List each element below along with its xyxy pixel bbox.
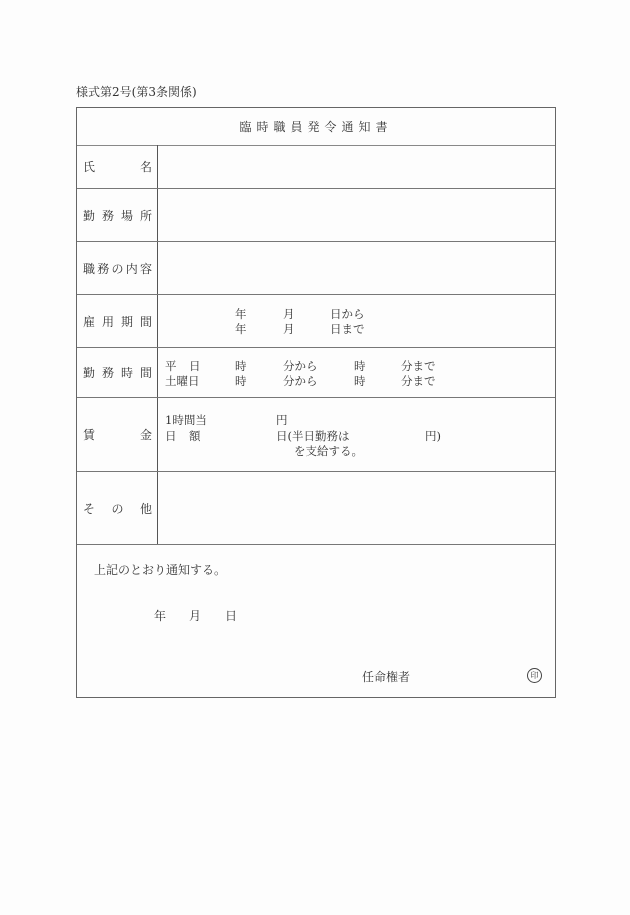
daily-unit: 日(半日勤務は bbox=[276, 429, 350, 443]
workplace-field[interactable] bbox=[158, 189, 555, 241]
notice-date-day: 日 bbox=[225, 609, 238, 623]
label-duties bbox=[77, 242, 158, 294]
half-day-unit: 円) bbox=[425, 429, 441, 443]
label-other bbox=[77, 472, 158, 544]
duties-field[interactable] bbox=[158, 242, 555, 294]
notification-form bbox=[76, 107, 556, 698]
hourly-label: 1時間当 bbox=[165, 413, 207, 427]
period-start-month: 月 bbox=[283, 307, 295, 321]
notice-date-year: 年 bbox=[154, 609, 167, 623]
row-working-hours bbox=[77, 348, 555, 398]
wages-field[interactable] bbox=[158, 398, 555, 471]
label-char: 間 bbox=[139, 366, 152, 380]
weekday-min-from: 分から bbox=[283, 359, 318, 373]
form-title: 臨時職員発令通知書 bbox=[77, 108, 555, 146]
other-field[interactable] bbox=[158, 472, 555, 544]
label-char: 務 bbox=[97, 261, 110, 276]
working-hours-field[interactable] bbox=[158, 348, 555, 397]
label-char: 場 bbox=[120, 208, 133, 223]
label-char: 賃 bbox=[83, 428, 96, 442]
label-working-hours bbox=[77, 348, 158, 397]
label-char: 他 bbox=[139, 501, 152, 516]
period-end-day: 日まで bbox=[330, 322, 365, 336]
label-char: そ bbox=[83, 501, 96, 516]
row-employment-period bbox=[77, 295, 555, 348]
label-name bbox=[77, 145, 158, 188]
period-start-day: 日から bbox=[330, 307, 365, 321]
notice-text: 上記のとおり通知する。 bbox=[94, 563, 227, 577]
label-char: の bbox=[111, 261, 124, 276]
label-char: 氏 bbox=[83, 160, 96, 174]
saturday-label: 土曜日 bbox=[165, 374, 200, 388]
row-other bbox=[77, 472, 555, 545]
label-char: 時 bbox=[120, 366, 133, 380]
label-char: 容 bbox=[139, 261, 152, 276]
daily-label-a: 日 bbox=[165, 429, 177, 443]
name-field[interactable] bbox=[158, 145, 555, 188]
period-end-year: 年 bbox=[235, 322, 247, 336]
label-char: 用 bbox=[101, 314, 114, 329]
label-char: 勤 bbox=[83, 208, 96, 223]
weekday-label-b: 日 bbox=[189, 359, 201, 373]
notice-date-month: 月 bbox=[189, 609, 202, 623]
seal-icon: 印 bbox=[527, 668, 542, 683]
label-char: 勤 bbox=[83, 366, 96, 380]
label-char: 間 bbox=[139, 314, 152, 329]
label-workplace bbox=[77, 189, 158, 241]
payment-text: を支給する。 bbox=[294, 444, 363, 458]
weekday-hour-from: 時 bbox=[235, 359, 247, 373]
label-char: 職 bbox=[83, 261, 96, 276]
period-end-month: 月 bbox=[283, 322, 295, 336]
daily-label-b: 額 bbox=[189, 429, 201, 443]
weekday-hour-to: 時 bbox=[354, 359, 366, 373]
label-char: 雇 bbox=[83, 314, 96, 329]
label-char: の bbox=[111, 501, 124, 516]
weekday-min-to: 分まで bbox=[401, 359, 436, 373]
row-name bbox=[77, 145, 555, 189]
period-start-year: 年 bbox=[235, 307, 247, 321]
notice-footer bbox=[77, 545, 555, 698]
saturday-min-from: 分から bbox=[283, 374, 318, 388]
label-char: 期 bbox=[120, 314, 133, 329]
appointer-label: 任命権者 bbox=[362, 670, 411, 684]
employment-period-field[interactable] bbox=[158, 295, 555, 347]
label-char: 所 bbox=[139, 208, 152, 223]
saturday-hour-from: 時 bbox=[235, 374, 247, 388]
form-number: 様式第2号(第3条関係) bbox=[76, 85, 197, 99]
row-wages bbox=[77, 398, 555, 472]
label-char: 金 bbox=[139, 428, 152, 442]
label-char: 名 bbox=[139, 160, 152, 174]
row-workplace bbox=[77, 189, 555, 242]
label-char: 務 bbox=[101, 208, 114, 223]
row-duties bbox=[77, 242, 555, 295]
hourly-unit: 円 bbox=[276, 413, 288, 427]
label-char: 内 bbox=[125, 261, 138, 276]
label-wages bbox=[77, 398, 158, 471]
label-employment-period bbox=[77, 295, 158, 347]
saturday-hour-to: 時 bbox=[354, 374, 366, 388]
label-char: 務 bbox=[101, 366, 114, 380]
saturday-min-to: 分まで bbox=[401, 374, 436, 388]
weekday-label-a: 平 bbox=[165, 359, 177, 373]
